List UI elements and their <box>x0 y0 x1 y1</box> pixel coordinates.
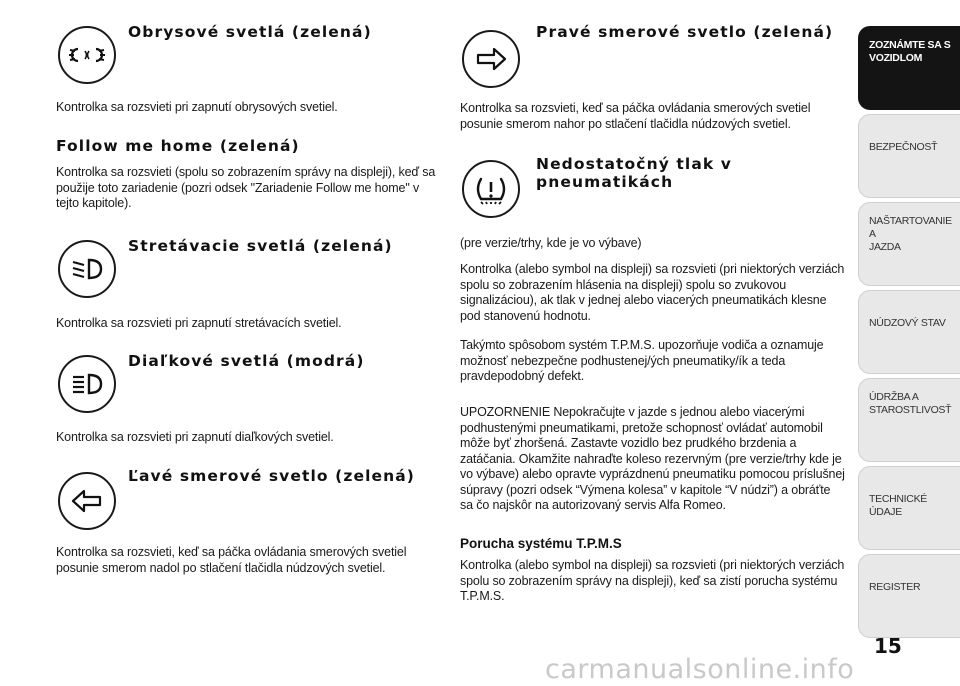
s4-text: Kontrolka sa rozsvieti pri zapnutí diaľkových svetiel. <box>56 430 334 444</box>
tab-nudzovy-stav[interactable] <box>858 290 960 374</box>
page-number: 15 <box>874 634 902 658</box>
tyre-pressure-icon <box>471 169 511 209</box>
s3-text: Kontrolka sa rozsvieti pri zapnutí stretávacích svetiel. <box>56 316 342 330</box>
r-s2-p4: UPOZORNENIE Nepokračujte v jazde s jednou alebo viacerými podhustenými pneumatikami, pretože schopnosť ovládať automobil môže byť zhoršená. Zastavte vozidlo bez prudkého brzdenia a zatáčania. Okamžite nahraďte koleso rezervným (pre verzie/trhy kde je vo výbave) alebo opravte vyprázdnenú pneumatiku pomocou príslušnej súpravy (pozri odsek “Výmena kolesa” v kapitole “V núdzi”) a obráťte sa čo najskôr na autorizovaný servis Alfa Romeo. <box>460 405 845 512</box>
left-arrow-icon-badge <box>58 472 116 530</box>
r-s2-p5: Kontrolka (alebo symbol na displeji) sa rozsvieti (pri niektorých verziách spolu so zobrazením správy na displeji), keď sa zistí porucha systému T.P.M.S. <box>460 558 845 603</box>
dipped-beam-icon <box>67 249 107 289</box>
s3-title: Stretávacie svetlá (zelená) <box>128 237 393 255</box>
s1-text: Kontrolka sa rozsvieti pri zapnutí obrysových svetiel. <box>56 100 338 114</box>
tab-label: TECHNICKÉ ÚDAJE <box>869 493 927 518</box>
tab-label: REGISTER <box>869 581 921 593</box>
tab-bezpecnost[interactable] <box>858 114 960 198</box>
r-s2-subhead: Porucha systému T.P.M.S <box>460 536 622 551</box>
tyre-pressure-icon-badge <box>462 160 520 218</box>
tab-label: ÚDRŽBA A <box>869 391 919 403</box>
r-s1-text: Kontrolka sa rozsvieti, keď sa páčka ovládania smerových svetiel posunie smerom nahor po stlačení tlačidla núdzových svetiel. <box>460 101 811 131</box>
s2-title: Follow me home (zelená) <box>56 137 300 155</box>
r-s2-title-2: pneumatikách <box>536 173 674 191</box>
tab-technicke-udaje[interactable] <box>858 466 960 550</box>
tab-zoznamte-sa[interactable] <box>858 26 960 110</box>
tab-label: NÚDZOVÝ STAV <box>869 317 946 329</box>
s5-text: Kontrolka sa rozsvieti, keď sa páčka ovládania smerových svetiel posunie smerom nadol po stlačení tlačidla núdzových svetiel. <box>56 545 407 575</box>
sidelights-icon <box>67 35 107 75</box>
r-s2-p1: (pre verzie/trhy, kde je vo výbave) <box>460 236 642 250</box>
dipped-beam-icon-badge <box>58 240 116 298</box>
r-s2-p2: Kontrolka (alebo symbol na displeji) sa rozsvieti (pri niektorých verziách spolu so zobrazením hlásenia na displeji) spolu so zvukovou signalizáciou), ak tlak v jednej alebo viacerých pneumatikách klesne pod stanovenú hodnotu. <box>460 262 845 323</box>
watermark: carmanualsonline.info <box>545 654 855 685</box>
tab-label: STAROSTLIVOSŤ <box>869 404 952 416</box>
r-s1-title: Pravé smerové svetlo (zelená) <box>536 23 834 41</box>
tab-label: VOZIDLOM <box>869 52 923 64</box>
tab-label: BEZPEČNOSŤ <box>869 141 938 153</box>
s5-title: Ľavé smerové svetlo (zelená) <box>128 467 415 485</box>
main-beam-icon <box>67 364 107 404</box>
r-s2-title-1: Nedostatočný tlak v <box>536 155 732 173</box>
s1-title: Obrysové svetlá (zelená) <box>128 23 372 41</box>
tab-label: ZOZNÁMTE SA S <box>869 39 951 51</box>
main-beam-icon-badge <box>58 355 116 413</box>
right-arrow-icon <box>471 39 511 79</box>
tab-label: JAZDA <box>869 241 901 253</box>
tab-register[interactable] <box>858 554 960 638</box>
tab-label: NAŠTARTOVANIE A <box>869 215 952 240</box>
s4-title: Diaľkové svetlá (modrá) <box>128 352 365 370</box>
r-s2-p3: Takýmto spôsobom systém T.P.M.S. upozorňuje vodiča a oznamuje možnosť nebezpečne podhustenej/ých pneumatiky/ík a teda pravdepodobný defekt. <box>460 338 824 383</box>
right-arrow-icon-badge <box>462 30 520 88</box>
sidelights-icon-badge <box>58 26 116 84</box>
s2-text: Kontrolka sa rozsvieti (spolu so zobrazením správy na displeji), keď sa použije toto zariadenie (pozri odsek "Zariadenie Follow me home" v tejto kapitole). <box>56 165 436 210</box>
tab-nastartovanie[interactable] <box>858 202 960 286</box>
tab-udrzba[interactable] <box>858 378 960 462</box>
left-arrow-icon <box>67 481 107 521</box>
